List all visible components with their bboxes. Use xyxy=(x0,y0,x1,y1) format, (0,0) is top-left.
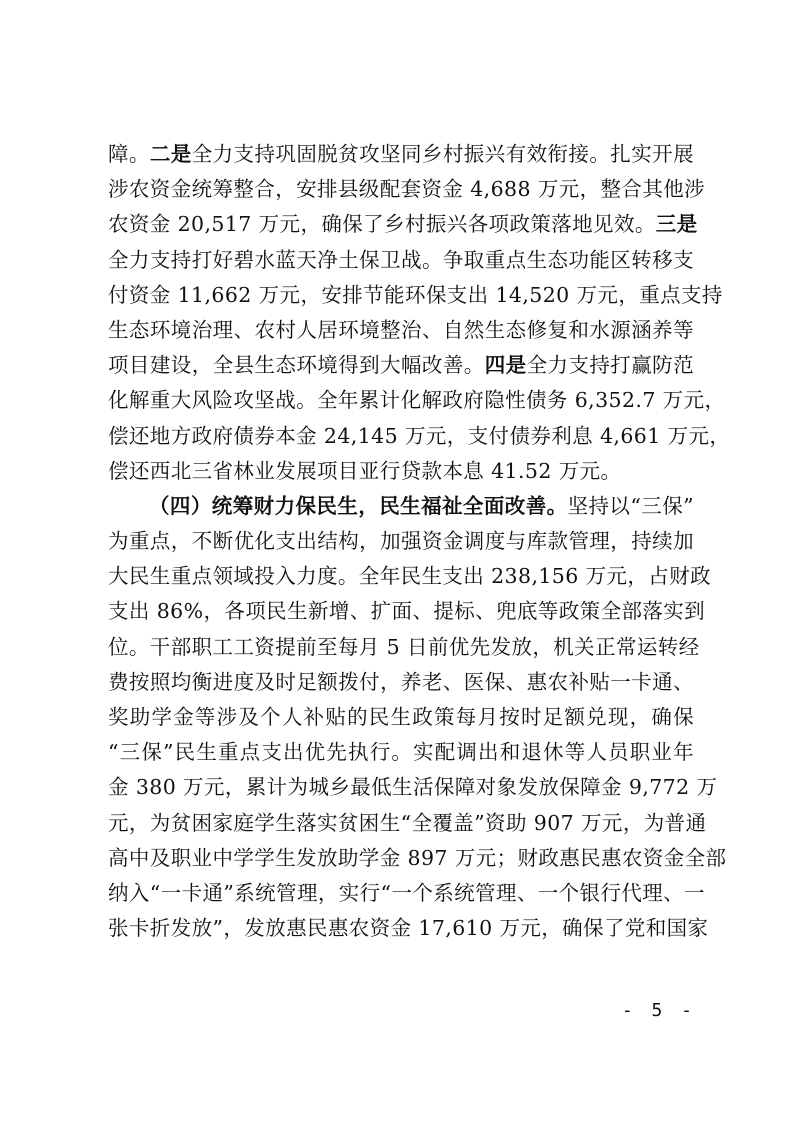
text-line: 高中及职业中学学生发放助学金 897 万元；财政惠民惠农资金全部 xyxy=(108,845,727,870)
text-line: 全力支持打好碧水蓝天净土保卫战。争取重点生态功能区转移支 xyxy=(108,247,694,272)
section-heading: （四）统筹财力保民生，民生福祉全面改善。 xyxy=(149,493,568,518)
bold-keyword: 二是 xyxy=(149,142,192,166)
text-line: 费按照均衡进度及时足额拨付，养老、医保、惠农补贴一卡通、 xyxy=(108,669,694,694)
text-run: 障。 xyxy=(108,142,150,166)
text-line: 张卡折发放”，发放惠民惠农资金 17,610 万元，确保了党和国家 xyxy=(108,916,709,941)
text-run: 坚持以“三保” xyxy=(567,493,695,518)
page-number: - 5 - xyxy=(621,1000,696,1021)
text-line: 偿还地方政府债券本金 24,145 万元，支付债券利息 4,661 万元， xyxy=(108,423,731,448)
text-line: 化解重大风险攻坚战。全年累计化解政府隐性债务 6,352.7 万元， xyxy=(108,388,726,413)
text-line: 涉农资金统筹整合，安排县级配套资金 4,688 万元，整合其他涉 xyxy=(108,177,706,202)
text-run: 全力支持巩固脱贫攻坚同乡村振兴有效衔接。扎实开展 xyxy=(191,142,694,166)
text-line: 偿还西北三省林业发展项目亚行贷款本息 41.52 万元。 xyxy=(108,458,622,483)
text-line: 为重点，不断优化支出结构，加强资金调度与库款管理，持续加 xyxy=(108,529,694,554)
text-line: 位。干部职工工资提前至每月 5 日前优先发放，机关正常运转经 xyxy=(108,634,700,659)
text-line: 大民生重点领域投入力度。全年民生支出 238,156 万元，占财政 xyxy=(108,564,712,589)
text-run: 全力支持打赢防范 xyxy=(526,353,694,378)
text-line: 奖助学金等涉及个人补贴的民生政策每月按时足额兑现，确保 xyxy=(108,705,694,729)
section-heading-line xyxy=(108,489,694,524)
text-line: 生态环境治理、农村人居环境整治、自然生态修复和水源涵养等 xyxy=(108,317,694,342)
text-line: “三保”民生重点支出优先执行。实配调出和退休等人员职业年 xyxy=(108,740,694,765)
text-line xyxy=(108,207,698,242)
text-line: 元，为贫困家庭学生落实贫困生“全覆盖”资助 907 万元，为普通 xyxy=(108,810,707,835)
text-run: 项目建设，全县生态环境得到大幅改善。 xyxy=(108,353,485,378)
bold-keyword: 三是 xyxy=(655,212,698,237)
text-line: 付资金 11,662 万元，安排节能环保支出 14,520 万元，重点支持 xyxy=(108,282,723,307)
text-line: 支出 86%，各项民生新增、扩面、提标、兜底等政策全部落实到 xyxy=(108,599,706,624)
text-line: 金 380 万元，累计为城乡最低生活保障对象发放保障金 9,772 万 xyxy=(108,775,718,800)
text-run: 农资金 20,517 万元，确保了乡村振兴各项政策落地见效。 xyxy=(108,212,656,237)
bold-keyword: 四是 xyxy=(484,353,527,378)
document-body xyxy=(108,137,731,946)
text-line xyxy=(108,137,694,172)
text-line xyxy=(108,348,694,383)
text-line: 纳入“一卡通”系统管理，实行“一个系统管理、一个银行代理、一 xyxy=(108,880,705,905)
